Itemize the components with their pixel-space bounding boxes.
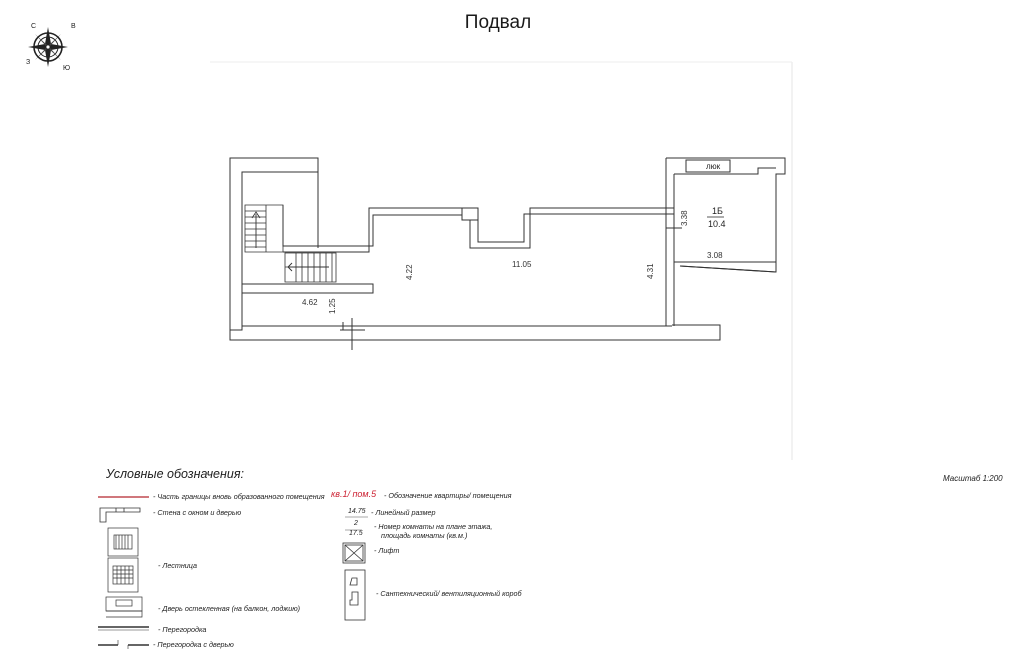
- legend-glass-door-text: - Дверь остекленная (на балкон, лоджию): [158, 604, 301, 613]
- glass-door-symbol: [106, 597, 142, 617]
- scale-label: Масштаб 1:200: [943, 474, 1003, 483]
- wall-symbol: [100, 508, 140, 522]
- dimension-height-right: 4.31: [646, 263, 655, 279]
- dimension-room-width: 3.08: [707, 251, 723, 260]
- partition-door-symbol: [98, 640, 149, 649]
- legend-symbols: [0, 480, 560, 657]
- elevator-symbol: [343, 543, 365, 563]
- stair-symbol: [108, 528, 138, 592]
- lower-stair: [285, 253, 336, 282]
- partition-symbol: [98, 627, 149, 630]
- legend-apartment-text: - Обозначение квартиры/ помещения: [384, 491, 512, 500]
- dimension-corridor-length: 4.62: [302, 298, 318, 307]
- room-number: 1Б: [712, 206, 723, 216]
- hatch-label: люк: [706, 162, 721, 171]
- upper-stair: [245, 205, 283, 252]
- compass-west-label: З: [26, 59, 31, 66]
- legend-partition-text: - Перегородка: [158, 625, 207, 634]
- legend-room-area-sample: 17.5: [349, 530, 363, 537]
- legend-apartment-sample: кв.1/ пом.5: [331, 489, 377, 499]
- legend-wall-text: - Стена с окном и дверью: [153, 508, 242, 517]
- legend-stairs-text: - Лестница: [158, 561, 197, 570]
- legend-room-number-text: - Номер комнаты на плане этажа,: [374, 522, 493, 531]
- dimension-room-height: 3.38: [680, 210, 689, 226]
- compass-north-label: С: [31, 23, 37, 30]
- compass-east-label: В: [71, 23, 76, 30]
- legend-dimension-sample: 14.75: [348, 508, 366, 515]
- legend-room-number-sample: 2: [354, 520, 358, 527]
- legend-room-area-text: площадь комнаты (кв.м.): [381, 531, 468, 540]
- legend-boundary-text: - Часть границы вновь образованного помещения: [153, 492, 325, 501]
- legend-elevator-text: - Лифт: [374, 546, 400, 555]
- dimension-corridor-width: 1.25: [328, 298, 337, 314]
- legend-title: Условные обозначения:: [106, 467, 244, 481]
- shaft-symbol: [345, 570, 365, 620]
- room-area: 10.4: [708, 219, 726, 229]
- legend-dimension-text: - Линейный размер: [371, 508, 436, 517]
- legend-partition-door-text: - Перегородка с дверью: [153, 640, 234, 649]
- bottom-wall: [230, 325, 720, 340]
- compass-south-label: Ю: [63, 65, 71, 72]
- page-title: Подвал: [464, 12, 532, 33]
- dimension-height-left: 4.22: [405, 264, 414, 280]
- dimension-main-length: 11.05: [512, 260, 532, 269]
- legend-shaft-text: - Сантехнический/ вентиляционный короб: [376, 589, 522, 598]
